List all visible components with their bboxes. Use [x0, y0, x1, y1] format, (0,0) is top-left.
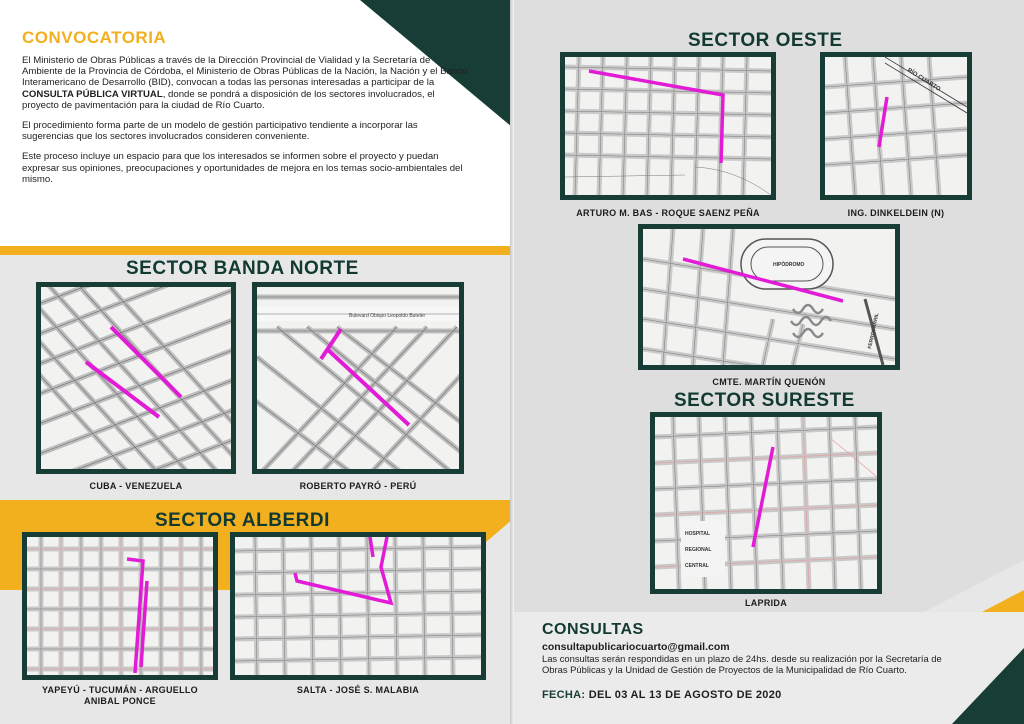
map-label: HOSPITAL — [685, 531, 710, 537]
fecha-label: FECHA: — [542, 689, 586, 701]
street-map — [643, 229, 895, 365]
street-map — [655, 417, 877, 589]
intro-paragraph-1-a: El Ministerio de Obras Públicas a través de la Dirección Provincial de Vialidad y la Secretaría de Ambiente de la Provincia de Córdoba, el Ministerio de Obras Públicas de la Nación, la Nación y el Banco Interamericano de Desarrollo (BID), convocan a todas las personas interesadas a participar de la — [22, 55, 468, 89]
intro-paragraph-3: Este proceso incluye un espacio para que los interesados se informen sobre el proyecto y puedan expresar sus opiniones, preocupaciones y oportunidades de mejora en los temas socio-ambientales del mismo. — [22, 151, 463, 185]
street-map — [235, 537, 481, 675]
map-cuba-venezuela — [36, 282, 236, 474]
map-dinkeldein — [820, 52, 972, 200]
map-label: RÍO CUARTO — [905, 67, 942, 93]
map-label: Bulevard Obispo Leopoldo Buteler — [349, 313, 426, 319]
map-label: REGIONAL — [685, 547, 712, 553]
caption-yapeyu-tucuman — [22, 685, 218, 707]
map-martin-quenon — [638, 224, 900, 370]
sector-sureste-title: SECTOR SURESTE — [674, 390, 855, 411]
map-label: CENTRAL — [685, 563, 709, 569]
project-route — [589, 71, 723, 163]
street-map — [825, 57, 967, 195]
intro-paragraph-1-b: , donde se pondrá a disposición de los sectores involucrados, el proyecto de pavimentación para la ciudad de Río Cuarto. — [22, 88, 435, 111]
street-map — [41, 287, 231, 469]
caption-arturo-bas: ARTURO M. BAS - ROQUE SAENZ PEÑA — [576, 208, 760, 218]
map-arturo-bas — [560, 52, 776, 200]
intro-text — [22, 55, 472, 194]
curved-streets — [791, 305, 831, 337]
caption-line-2: ANIBAL PONCE — [84, 696, 156, 706]
caption-cuba-venezuela: CUBA - VENEZUELA — [89, 481, 183, 491]
map-label: HIPÓDROMO — [773, 262, 805, 268]
map-label: FERROCARRIL — [867, 312, 881, 350]
consultas-text: Las consultas serán respondidas en un plazo de 24hs. desde su realización por la Secretaría de Obras Públicas y la Unidad de Gestión de Proyectos de la Municipalidad de Río Cuarto. — [542, 653, 942, 675]
caption-laprida: LAPRIDA — [744, 598, 788, 608]
fecha-line — [542, 689, 782, 701]
right-page — [512, 0, 1024, 724]
consultas-email[interactable]: consultapublicariocuarto@gmail.com — [542, 641, 730, 653]
caption-martin-quenon: CMTE. MARTÍN QUENÓN — [712, 377, 826, 387]
caption-dinkeldein: ING. DINKELDEIN (N) — [847, 208, 945, 218]
caption-line-1: YAPEYÚ - TUCUMÁN - ARGUELLO — [42, 685, 198, 695]
intro-paragraph-2: El procedimiento forma parte de un modelo de gestión participativo tendiente a incorporar las sugerencias que los sectores involucrados consideren conveniente. — [22, 120, 418, 143]
consultas-title: CONSULTAS — [542, 621, 644, 638]
sector-oeste-title: SECTOR OESTE — [688, 30, 843, 51]
street-map — [257, 287, 459, 469]
map-roberto-payro-peru — [252, 282, 464, 474]
intro-paragraph-1 — [22, 55, 472, 111]
project-route — [127, 559, 147, 673]
map-yapeyu-tucuman — [22, 532, 218, 680]
sector-alberdi-title: SECTOR ALBERDI — [155, 510, 330, 531]
sector-banda-norte-title: SECTOR BANDA NORTE — [126, 258, 359, 279]
street-map — [565, 57, 771, 195]
street-map — [27, 537, 213, 675]
fecha-value: DEL 03 AL 13 DE AGOSTO DE 2020 — [588, 689, 782, 701]
consulta-publica-virtual: CONSULTA PÚBLICA VIRTUAL — [22, 88, 163, 100]
convocatoria-title: CONVOCATORIA — [22, 28, 167, 47]
spine-shadow — [510, 0, 514, 724]
caption-salta-malabia: SALTA - JOSÉ S. MALABIA — [296, 685, 420, 695]
caption-roberto-payro-peru: ROBERTO PAYRÓ - PERÚ — [299, 481, 417, 491]
map-salta-malabia — [230, 532, 486, 680]
map-laprida — [650, 412, 882, 594]
